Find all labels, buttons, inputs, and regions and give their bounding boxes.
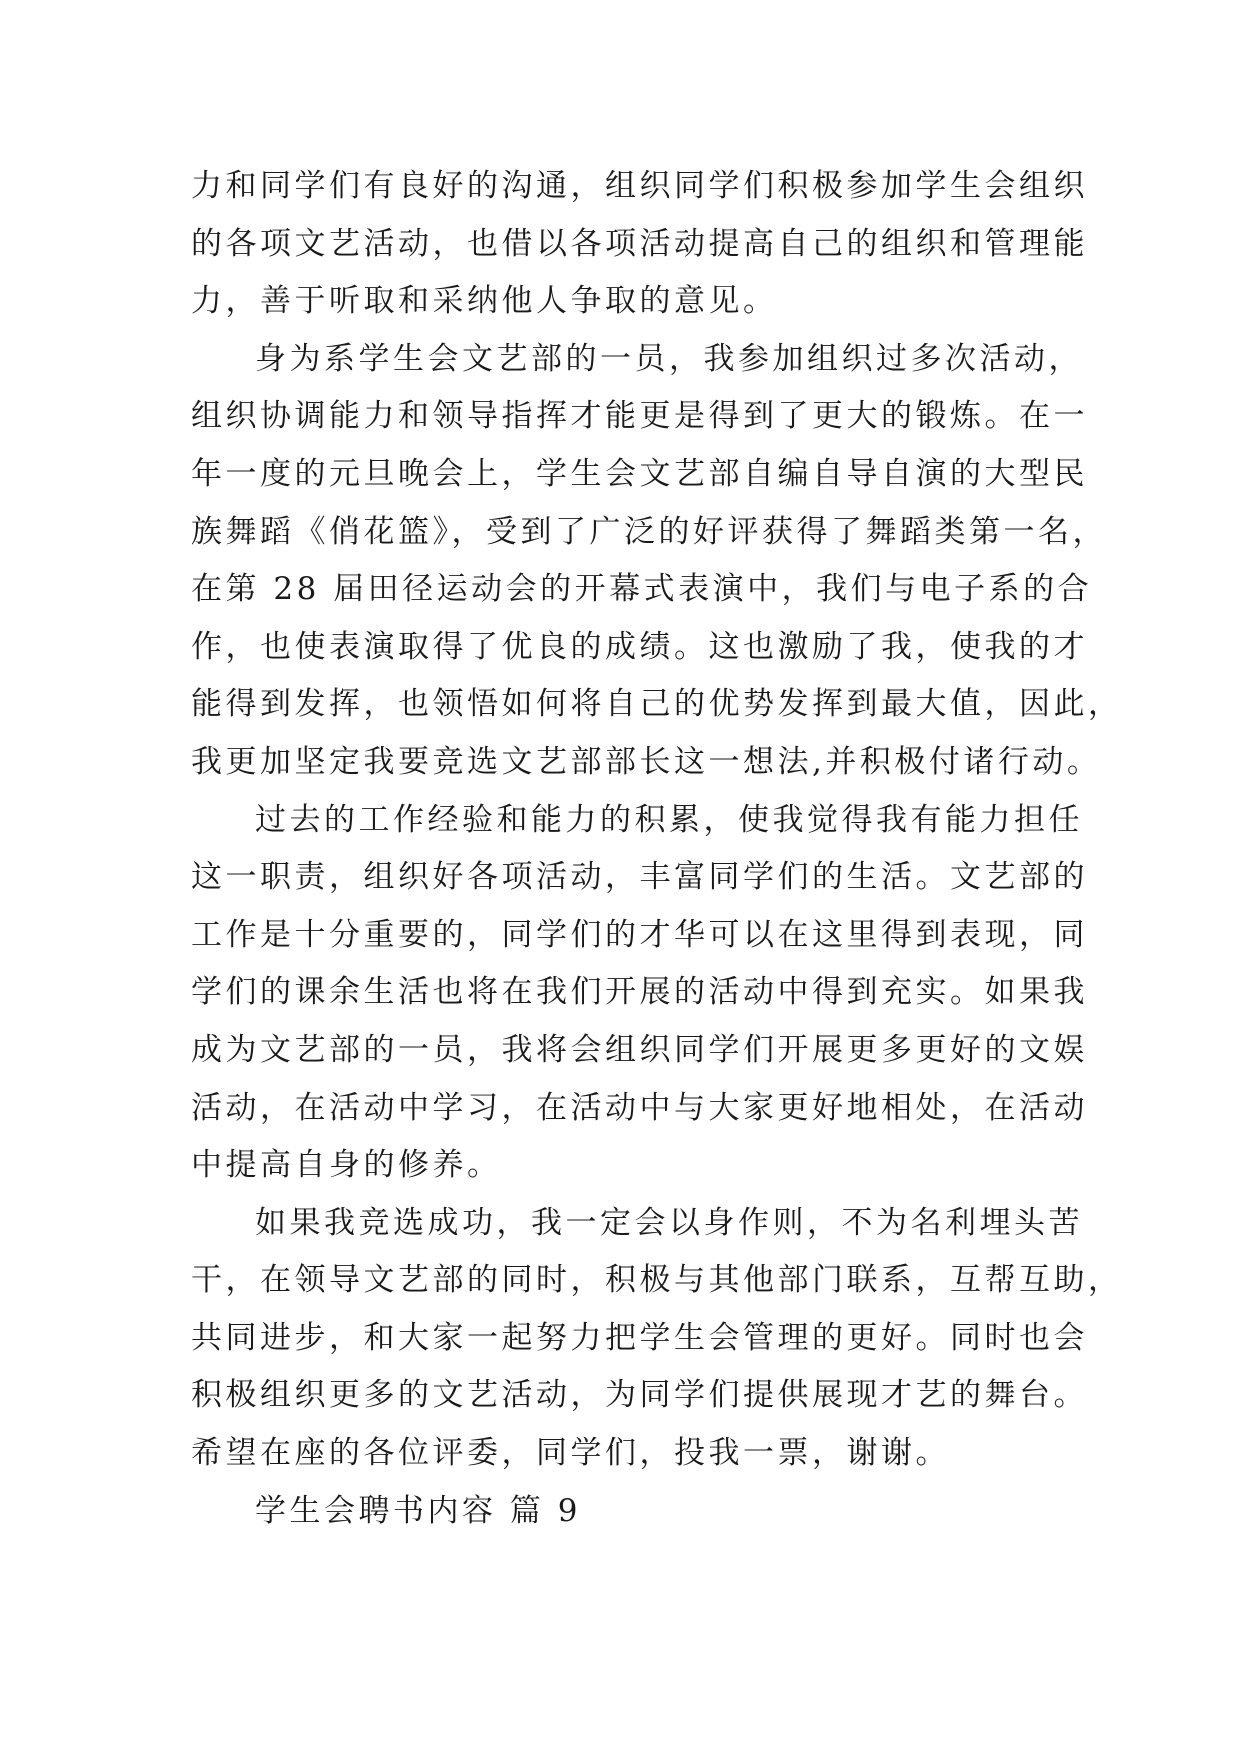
body-text bbox=[191, 158, 1123, 1540]
text-line: 作，也使表演取得了优良的成绩。这也激励了我，使我的才 bbox=[191, 628, 1088, 665]
text-line: 干，在领导文艺部的同时，积极与其他部门联系，互帮互助， bbox=[191, 1262, 1123, 1299]
text-line: 共同进步，和大家一起努力把学生会管理的更好。同时也会 bbox=[191, 1319, 1088, 1356]
text-line: 活动，在活动中学习，在活动中与大家更好地相处，在活动 bbox=[191, 1089, 1088, 1126]
text-line: 这一职责，组织好各项活动，丰富同学们的生活。文艺部的 bbox=[191, 859, 1088, 896]
paragraph-start-line: 过去的工作经验和能力的积累，使我觉得我有能力担任 bbox=[255, 801, 1083, 838]
text-line: 力，善于听取和采纳他人争取的意见。 bbox=[191, 283, 778, 320]
text-line: 年一度的元旦晚会上，学生会文艺部自编自导自演的大型民 bbox=[191, 455, 1088, 492]
text-line: 积极组织更多的文艺活动，为同学们提供展现才艺的舞台。 bbox=[191, 1377, 1088, 1414]
text-line: 在第 28 届田径运动会的开幕式表演中，我们与电子系的合 bbox=[191, 571, 1093, 608]
text-line: 的各项文艺活动，也借以各项活动提高自己的组织和管理能 bbox=[191, 225, 1088, 262]
paragraph-start-line: 如果我竞选成功，我一定会以身作则，不为名利埋头苦 bbox=[255, 1204, 1083, 1241]
text-line: 工作是十分重要的，同学们的才华可以在这里得到表现，同 bbox=[191, 916, 1088, 953]
text-line: 我更加坚定我要竞选文艺部部长这一想法,并积极付诸行动。 bbox=[191, 743, 1102, 780]
text-line: 力和同学们有良好的沟通，组织同学们积极参加学生会组织 bbox=[191, 168, 1088, 204]
paragraph-start-line: 身为系学生会文艺部的一员，我参加组织过多次活动， bbox=[255, 340, 1083, 377]
text-line: 组织协调能力和领导指挥才能更是得到了更大的锻炼。在一 bbox=[191, 398, 1088, 435]
text-line: 希望在座的各位评委，同学们，投我一票，谢谢。 bbox=[191, 1435, 950, 1472]
text-line: 成为文艺部的一员，我将会组织同学们开展更多更好的文娱 bbox=[191, 1031, 1088, 1068]
text-line: 中提高自身的修养。 bbox=[191, 1147, 502, 1184]
text-line: 族舞蹈《俏花篮》，受到了广泛的好评获得了舞蹈类第一名， bbox=[191, 513, 1107, 550]
text-line: 学们的课余生活也将在我们开展的活动中得到充实。如果我 bbox=[191, 974, 1088, 1011]
text-line: 能得到发挥，也领悟如何将自己的优势发挥到最大值，因此， bbox=[191, 686, 1123, 723]
section-heading: 学生会聘书内容 篇 9 bbox=[255, 1492, 581, 1529]
